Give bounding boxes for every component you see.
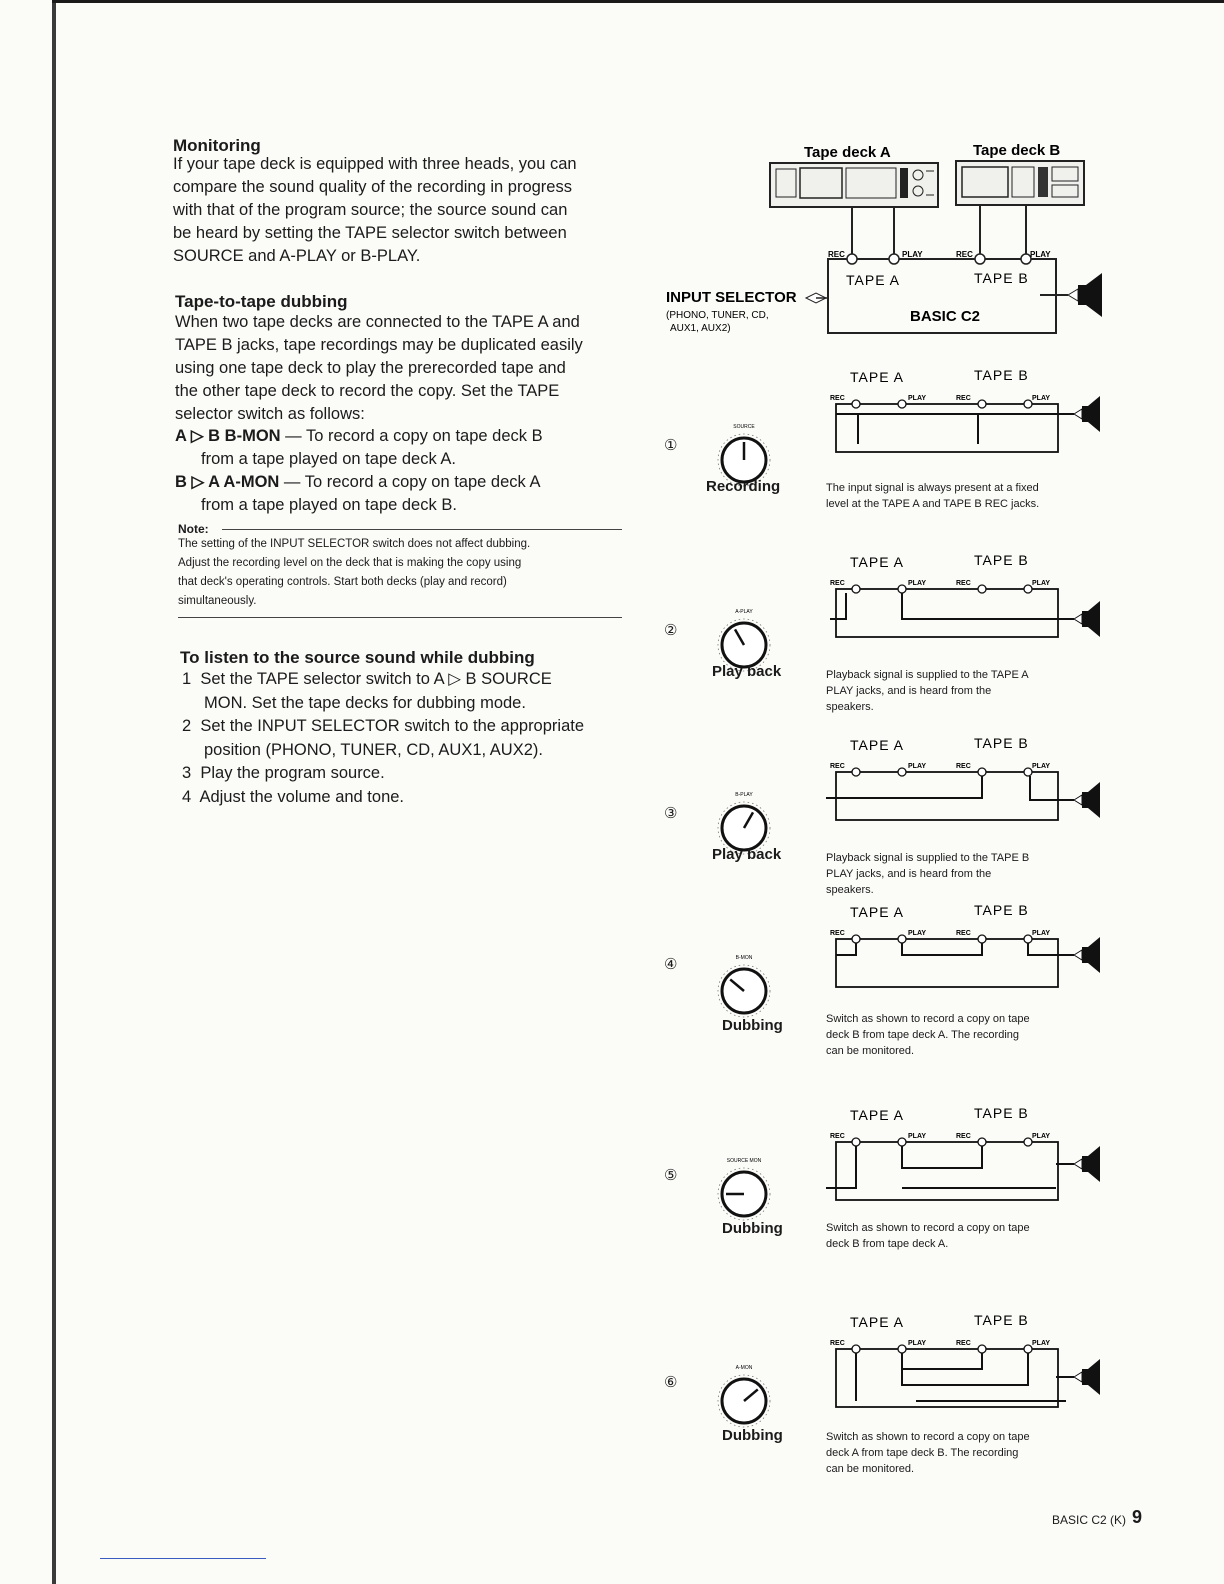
text-line: selector switch as follows: [175, 405, 365, 423]
svg-text:PLAY: PLAY [908, 580, 927, 587]
monitoring-body [173, 153, 623, 268]
text-line: be heard by setting the TAPE selector switch between [173, 224, 567, 242]
bottom-rule [100, 1558, 266, 1559]
mode-caption [826, 1220, 1076, 1252]
tape-b-label: TAPE B [974, 735, 1029, 751]
note-rule-bottom [178, 617, 622, 618]
step-text: Adjust the volume and tone. [199, 787, 405, 806]
dubbing-body [175, 311, 625, 426]
tape-a-label: TAPE A [850, 369, 904, 385]
definition-ab [175, 425, 625, 471]
definition-text: from a tape played on tape deck A. [201, 450, 457, 468]
svg-text:PLAY: PLAY [1032, 930, 1051, 937]
text-line: The input signal is always present at a fixed [826, 482, 1039, 494]
svg-text:REC: REC [830, 395, 845, 402]
list-item [182, 668, 632, 692]
text-line: PLAY jacks, and is heard from the [826, 868, 992, 880]
speaker-icon [1068, 273, 1102, 317]
definition-term: B ▷ A A-MON [175, 473, 280, 491]
svg-text:REC: REC [830, 1133, 845, 1140]
mode-caption [826, 1011, 1076, 1059]
text-line: speakers. [826, 701, 874, 713]
svg-text:REC: REC [956, 1133, 971, 1140]
circuit-diagram [816, 1102, 1106, 1222]
text-line: TAPE B jacks, tape recordings may be duplicated easily [175, 336, 583, 354]
tape-b-label: TAPE B [974, 367, 1029, 383]
note-body [178, 535, 628, 611]
svg-text:REC: REC [956, 930, 971, 937]
text-line: using one tape deck to play the prerecorded tape and [175, 359, 566, 377]
step-number: 3 [182, 764, 192, 782]
list-item [182, 715, 632, 739]
rec-label: REC [956, 250, 973, 259]
mode-panel [660, 360, 1120, 530]
circuit-diagram [816, 732, 1106, 852]
knob-label: SOURCE [733, 424, 755, 430]
mode-name: Recording [706, 478, 781, 495]
mode-name: Play back [712, 846, 782, 863]
knob-label: A-PLAY [735, 609, 753, 615]
definition-text: — To record a copy on tape deck A [279, 473, 541, 491]
svg-text:PLAY: PLAY [1032, 1133, 1051, 1140]
svg-text:REC: REC [830, 1340, 845, 1347]
text-line: deck A from tape deck B. The recording [826, 1447, 1019, 1459]
monitoring-heading: Monitoring [173, 136, 261, 155]
mode-caption [826, 850, 1076, 898]
svg-text:PLAY: PLAY [1032, 395, 1051, 402]
text-line: can be monitored. [826, 1045, 915, 1057]
amp-label: BASIC C2 [910, 308, 981, 325]
text-line: If your tape deck is equipped with three heads, you can [173, 155, 577, 173]
tape-b-label: TAPE B [974, 1105, 1029, 1121]
text-line: The setting of the INPUT SELECTOR switch does not affect dubbing. [178, 538, 531, 550]
play-label: PLAY [902, 250, 923, 259]
mode-panel [660, 895, 1120, 1065]
svg-text:PLAY: PLAY [908, 1133, 927, 1140]
listen-steps [182, 668, 632, 809]
definition-text: — To record a copy on tape deck B [280, 427, 543, 445]
text-line: simultaneously. [178, 595, 257, 607]
tape-b-label: TAPE B [974, 902, 1029, 918]
mode-number: ① [664, 437, 678, 454]
tape-a-label: TAPE A [850, 554, 904, 570]
listen-heading: To listen to the source sound while dubbing [180, 648, 535, 667]
text-line: PLAY jacks, and is heard from the [826, 685, 992, 697]
knob-label: B-PLAY [735, 792, 753, 798]
svg-text:REC: REC [956, 395, 971, 402]
text-line: deck B from tape deck A. The recording [826, 1029, 1020, 1041]
svg-text:PLAY: PLAY [908, 1340, 927, 1347]
selector-definitions [175, 425, 625, 517]
svg-text:PLAY: PLAY [1032, 1340, 1051, 1347]
text-line: can be monitored. [826, 1463, 915, 1475]
svg-text:REC: REC [956, 1340, 971, 1347]
mode-number: ⑥ [664, 1374, 678, 1391]
tape-b-label: TAPE B [974, 552, 1029, 568]
mode-number: ④ [664, 956, 678, 973]
mode-name: Dubbing [722, 1220, 783, 1237]
knob-label: SOURCE MON [726, 1158, 762, 1164]
knob-label: A-MON [735, 1365, 753, 1371]
tape-a-label: TAPE A [850, 1107, 904, 1123]
circuit-diagram [816, 899, 1106, 1019]
text-line: deck B from tape deck A. [826, 1238, 949, 1250]
step-text: position (PHONO, TUNER, CD, AUX1, AUX2). [204, 740, 543, 759]
svg-text:REC: REC [830, 580, 845, 587]
play-label: PLAY [1030, 250, 1051, 259]
text-line: speakers. [826, 884, 874, 896]
text-line: Playback signal is supplied to the TAPE A [826, 669, 1029, 681]
text-line: Switch as shown to record a copy on tape [826, 1013, 1030, 1025]
mode-number: ③ [664, 805, 678, 822]
top-border [52, 0, 1224, 3]
definition-text: from a tape played on tape deck B. [201, 496, 457, 514]
svg-text:REC: REC [830, 763, 845, 770]
list-item [182, 786, 632, 810]
mode-caption [826, 667, 1076, 715]
tape-a-label: TAPE A [850, 737, 904, 753]
dubbing-heading: Tape-to-tape dubbing [175, 292, 348, 311]
step-number: 1 [182, 670, 192, 688]
svg-text:PLAY: PLAY [1032, 580, 1051, 587]
svg-text:PLAY: PLAY [1032, 763, 1051, 770]
text-line: level at the TAPE A and TAPE B REC jacks. [826, 498, 1040, 510]
circuit-diagram [816, 549, 1106, 669]
page-binding-edge [52, 0, 56, 1584]
input-options: AUX1, AUX2) [670, 323, 731, 334]
deck-a-label: Tape deck A [804, 144, 891, 161]
mode-caption [826, 1429, 1076, 1477]
text-line: Switch as shown to record a copy on tape [826, 1431, 1030, 1443]
text-line: SOURCE and A-PLAY or B-PLAY. [173, 247, 421, 265]
text-line: Playback signal is supplied to the TAPE B [826, 852, 1030, 864]
mode-name: Dubbing [722, 1017, 783, 1034]
svg-text:REC: REC [830, 930, 845, 937]
svg-text:REC: REC [956, 580, 971, 587]
step-text: Play the program source. [200, 764, 385, 782]
step-number: 4 [182, 787, 192, 806]
step-text: Set the INPUT SELECTOR switch to the appropriate [200, 717, 585, 735]
text-line: that deck's operating controls. Start both decks (play and record) [178, 576, 507, 588]
text-line: Switch as shown to record a copy on tape [826, 1222, 1030, 1234]
svg-text:PLAY: PLAY [908, 395, 927, 402]
circuit-diagram [816, 364, 1106, 484]
note-label: Note: [178, 522, 209, 536]
input-selector-label: INPUT SELECTOR [666, 289, 797, 306]
step-number: 2 [182, 717, 192, 735]
mode-panel [660, 1098, 1120, 1268]
svg-text:PLAY: PLAY [908, 930, 927, 937]
tape-b-label: TAPE B [974, 1312, 1029, 1328]
mode-number: ⑤ [664, 1167, 678, 1184]
tape-a-label: TAPE A [846, 272, 900, 288]
tape-deck-a-icon [770, 163, 938, 207]
mode-caption [826, 480, 1076, 512]
text-line: Adjust the recording level on the deck that is making the copy using [178, 557, 522, 569]
mode-panel [660, 728, 1120, 898]
mode-name: Dubbing [722, 1427, 783, 1444]
tape-deck-b-icon [956, 161, 1084, 205]
jack-icon [889, 254, 899, 264]
connection-diagram [660, 135, 1120, 345]
mode-name: Play back [712, 663, 782, 680]
text-line: When two tape decks are connected to the TAPE A and [175, 313, 580, 331]
svg-text:REC: REC [956, 763, 971, 770]
jack-icon [975, 254, 985, 264]
rec-label: REC [828, 250, 845, 259]
text-line: compare the sound quality of the recording in progress [173, 178, 572, 196]
input-options: (PHONO, TUNER, CD, [666, 310, 769, 321]
text-line: with that of the program source; the source sound can [173, 201, 568, 219]
mode-panel [660, 545, 1120, 715]
step-text: MON. Set the tape decks for dubbing mode. [204, 693, 526, 712]
deck-b-label: Tape deck B [973, 142, 1061, 159]
definition-ba [175, 471, 625, 517]
step-text: Set the TAPE selector switch to A ▷ B SOURCE [200, 670, 552, 688]
knob-label: B-MON [735, 955, 753, 961]
jack-icon [847, 254, 857, 264]
tape-b-label: TAPE B [974, 270, 1029, 286]
mode-number: ② [664, 622, 678, 639]
svg-text:PLAY: PLAY [908, 763, 927, 770]
tape-a-label: TAPE A [850, 1314, 904, 1330]
circuit-diagram [816, 1309, 1106, 1429]
footer-label: BASIC C2 (K) [1052, 1513, 1127, 1527]
list-item [182, 762, 632, 786]
page-number: 9 [1132, 1507, 1143, 1527]
note-rule-top [222, 529, 622, 530]
mode-panel [660, 1305, 1120, 1475]
text-line: the other tape deck to record the copy. Set the TAPE [175, 382, 560, 400]
tape-a-label: TAPE A [850, 904, 904, 920]
definition-term: A ▷ B B-MON [175, 427, 281, 445]
